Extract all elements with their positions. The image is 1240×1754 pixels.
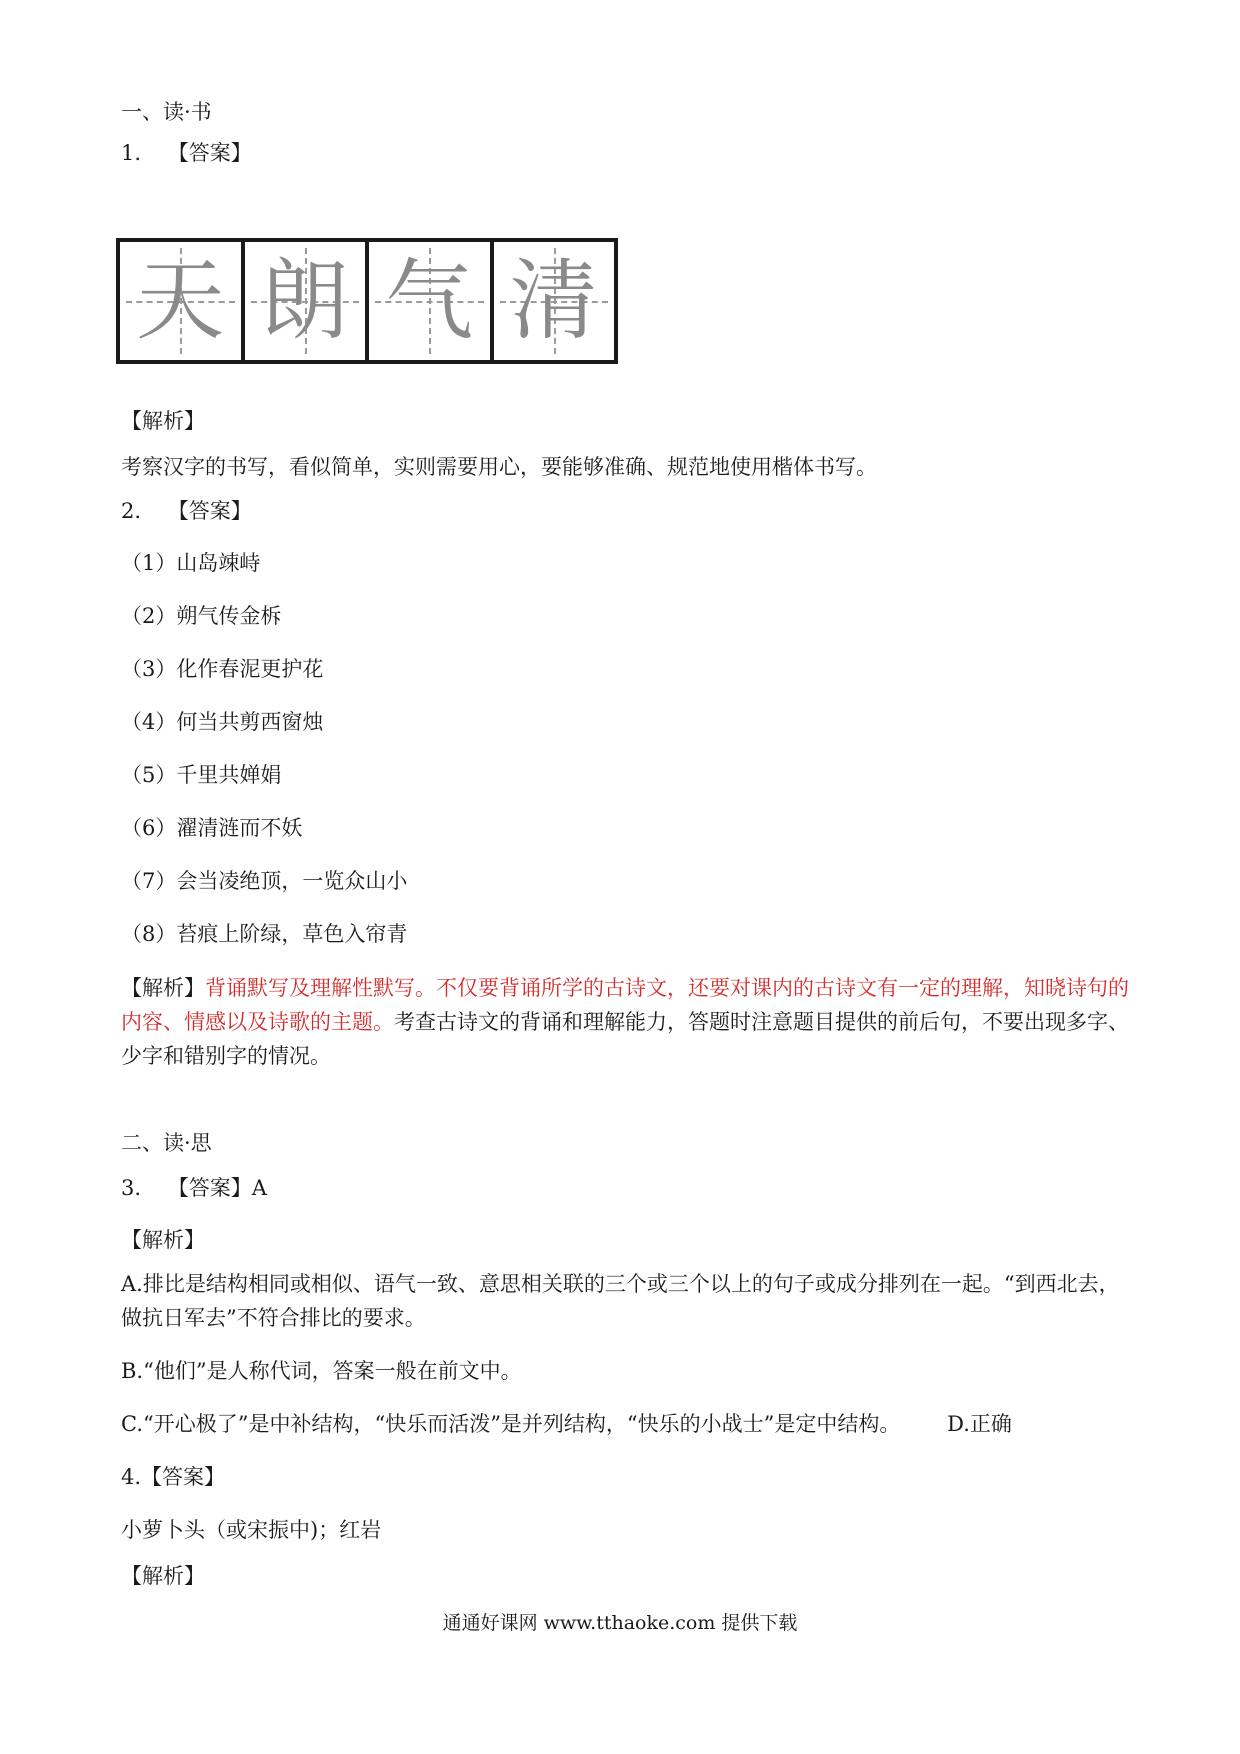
section-heading-2: 二、读·思 [121,1131,212,1155]
answer-tag: 【答案】 [167,141,252,165]
question-number: 3. [121,1176,142,1200]
footer-source-link[interactable]: 通通好课网 www.tthaoke.com 提供下载 [442,1612,798,1634]
option-b-explanation: B.“他们”是人称代词，答案一般在前文中。 [121,1359,522,1383]
question-3-header [121,1173,267,1203]
grid-character: 朗 [260,249,349,352]
grid-cell [245,242,370,360]
section-heading-1: 一、读·书 [121,100,212,124]
answer-item: （3）化作春泥更护花 [121,657,324,681]
grid-character: 气 [385,249,474,352]
analysis-text: 考查古诗文的背诵和理解能力，答题时注意题目提供的前后句，不要出现多字、少字和错别字的情况。 [121,1010,1129,1068]
analysis-tag: 【解析】 [121,976,205,1000]
option-a-explanation: A.排比是结构相同或相似、语气一致、意思相关联的三个或三个以上的句子或成分排列在一起。“到西北去， 做抗日军去”不符合排比的要求。 [121,1272,1152,1330]
analysis-tag: 【解析】 [121,1564,205,1588]
grid-cell [494,242,615,360]
analysis-paragraph [121,971,1131,1073]
answer-item: （8）苔痕上阶绿，草色入帘青 [121,922,408,946]
character-writing-grid [116,238,618,364]
answer-item: （7）会当凌绝顶，一览众山小 [121,869,408,893]
answer-item: （5）千里共婵娟 [121,763,282,787]
answer-item: （1）山岛竦峙 [121,551,261,575]
grid-character: 天 [136,249,225,352]
option-c-text: C.“开心极了”是中补结构，“快乐而活泼”是并列结构，“快乐的小战士”是定中结构。 [121,1412,901,1436]
answer-text: 小萝卜头（或宋振中)；红岩 [121,1518,382,1542]
answer-tag: 【答案】 [167,499,252,523]
analysis-tag: 【解析】 [121,409,205,433]
answer-tag: 【答案】A [167,1176,267,1200]
grid-cell [369,242,494,360]
question-number: 1. [121,141,142,165]
answer-item: （6）濯清涟而不妖 [121,816,303,840]
option-d-text: D.正确 [947,1412,1012,1436]
analysis-highlight: 背诵默写及理解性默写。不仅要背诵所学的古诗文，还要对课内的古诗文有一定的理解，知晓诗句的内容、情感以及诗歌的主题。 [121,976,1129,1034]
answer-item: （2）朔气传金柝 [121,604,282,628]
grid-character: 清 [509,249,598,352]
question-1-header [121,138,252,168]
grid-cell [120,242,245,360]
question-4-header: 4.【答案】 [121,1465,226,1489]
question-number: 2. [121,499,142,523]
answer-item: （4）何当共剪西窗烛 [121,710,324,734]
analysis-tag: 【解析】 [121,1228,205,1252]
analysis-text: 考察汉字的书写，看似简单，实则需要用心，要能够准确、规范地使用楷体书写。 [121,455,877,479]
option-c-explanation [121,1409,1012,1439]
question-2-header [121,496,252,526]
